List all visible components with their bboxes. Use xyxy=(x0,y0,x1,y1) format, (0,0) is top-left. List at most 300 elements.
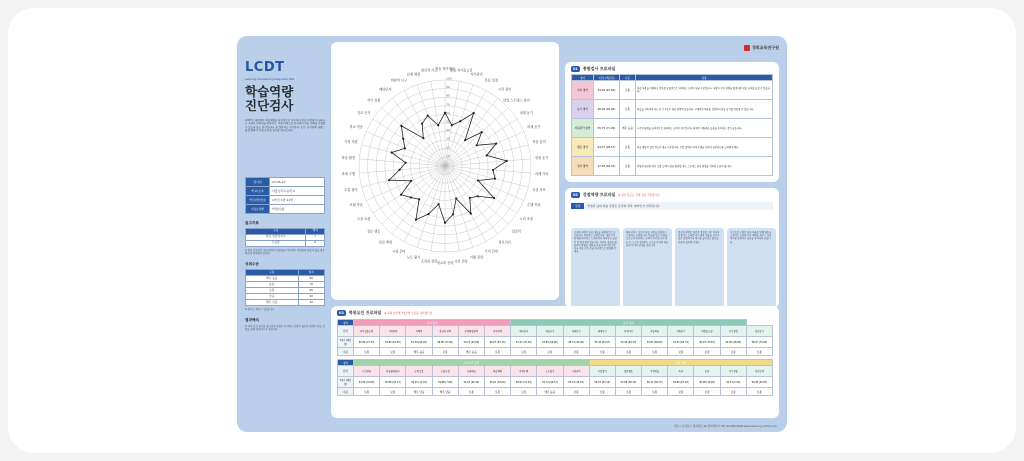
summary-level: 보통 xyxy=(620,81,636,100)
strength-box: 조직화 전략은 학습 내용을 체계적으로 구조화하고 정리하는 능력입니다. 개념 간의 관계를 파악하고 도식화하여 정리하는 습관이 잘 형성되어 있습니다. 이러한 강점을 활용하여 복잡한 내용을 학습할 때 마인드맵이나 개요 작성 등을 적극적으로 활용해 보세요. xyxy=(571,228,620,314)
radar-tick-label: 40 xyxy=(446,128,450,133)
radar-axis-label: 진로 인식 xyxy=(357,110,371,115)
radar-point xyxy=(404,162,406,164)
summary-desc: 학습 행동의 실천 정도가 평균 수준입니다. 수업 참여와 과제 수행을 꾸준히 실천하도록 노력해 보세요. xyxy=(636,138,773,157)
radar-point xyxy=(494,178,496,180)
summary-desc: 시간과 환경을 효과적으로 관리하는 능력이 우수합니다. 현재의 자원관리 습관을 유지하는 것이 좋습니다. xyxy=(636,119,773,138)
section-02-title: 강점역량 프로파일 xyxy=(582,192,616,197)
radar-axis-label: 이해 전략 xyxy=(469,255,484,260)
table-cell: 30 xyxy=(298,299,324,305)
table-cell: 80 xyxy=(298,275,324,281)
factor-level: 보통 xyxy=(458,388,484,396)
summary-area: 정서 영역 xyxy=(572,157,594,176)
reference-table xyxy=(245,228,325,247)
factor-score: 54.03 (66.00) xyxy=(642,337,668,348)
factor-level: 보통 xyxy=(720,348,746,356)
radar-point xyxy=(473,112,475,114)
factor-name: 노트필기 xyxy=(537,366,563,377)
factor-score: 51.39 (64.00) xyxy=(406,337,432,348)
factor-score-row xyxy=(338,337,773,348)
radar-axis xyxy=(417,85,445,166)
summary-area: 동기 영역 xyxy=(572,100,594,119)
radar-axis-label: 정보처리 xyxy=(498,240,511,245)
radar-axis xyxy=(445,108,508,166)
table-cell: 40 xyxy=(298,293,324,299)
factor-level: 보통 xyxy=(380,388,406,396)
radar-point xyxy=(486,154,488,156)
factor-score: 39.25 (11.33) xyxy=(406,377,432,388)
factor-name: 시험준비 xyxy=(563,366,589,377)
table-cell: 보통 xyxy=(246,287,299,293)
intro-text: LCDT는 대학생의 학습역량을 다각적으로 진단하여 학습 과정에서 나타나는 강점과 보완점을 파악하고, 이를 바탕으로 효과적인 학습 전략을 수립할 수 있도록 돕는 검사입니다. 본 결과지는 자기관리, 동기, 인지전략, 행동, 환경 영역의 하위 요인별 점수를 제시합니다. xyxy=(245,118,326,132)
factor-name: 인지전략 xyxy=(484,326,510,337)
radar-axis-label: 시간 관리 xyxy=(497,87,512,92)
radar-axis-label: 기억 전략 xyxy=(484,249,498,254)
radar-point xyxy=(422,137,424,139)
summary-score: 54.44 (67.00) xyxy=(594,81,620,100)
summary-header: T점수(백분위) xyxy=(594,75,620,81)
factor-level: 매우 높음 xyxy=(406,348,432,356)
factor-score: 57.47 (70.40) xyxy=(511,337,537,348)
radar-axis-label: 시험 준비 xyxy=(392,249,406,254)
info-key: 이름/성별 xyxy=(246,204,270,213)
summary-level: 보통 xyxy=(620,138,636,157)
radar-axis xyxy=(362,166,445,187)
radar-point xyxy=(438,203,440,205)
radar-axis-label: 조직화 전략 xyxy=(420,259,438,264)
radar-axis-label: 학업 스트레스 관리 xyxy=(503,98,530,103)
radar-point xyxy=(469,197,471,199)
factor-score-row xyxy=(338,377,773,388)
radar-axis xyxy=(382,166,445,224)
row-label: 영역 xyxy=(338,360,354,366)
section-03-number: 03 xyxy=(339,311,344,315)
radar-axis xyxy=(366,166,445,201)
radar-tick-label: 30 xyxy=(446,136,450,141)
factor-level: 보통 xyxy=(694,388,720,396)
radar-point xyxy=(459,120,461,122)
factor-score: 59.86 (67.18) xyxy=(668,377,694,388)
factor-name: 자기결정 xyxy=(720,326,746,337)
radar-point xyxy=(421,123,423,125)
logo-text: 경희교육연구원 xyxy=(751,45,779,50)
factor-score: 42.09 (18.00) xyxy=(720,337,746,348)
summary-row xyxy=(572,81,773,100)
table-cell: 60 xyxy=(298,287,324,293)
factor-score: 50.46 (49.33) xyxy=(615,337,641,348)
radar-axis xyxy=(445,166,473,247)
factor-table-top xyxy=(337,319,773,356)
summary-score: 48.29 (44.00) xyxy=(594,100,620,119)
factor-level: 보통 xyxy=(484,388,510,396)
reference-heading: 참고자료 xyxy=(245,220,259,225)
radar-axis-label: 또래 학습 xyxy=(349,202,363,207)
radar-point xyxy=(493,197,495,199)
radar-axis-label: 비판적 사고 xyxy=(390,78,408,83)
factor-name: 학습환경관리 xyxy=(380,366,406,377)
summary-header: 영역 xyxy=(572,75,594,81)
strength-summary-bar xyxy=(571,202,773,210)
factor-level: 보통 xyxy=(380,348,406,356)
factor-name: 기억전략 xyxy=(380,326,406,337)
footer-address: 서울시 동대문구 경희대로 26 경희대학교 TEL 02-000-0000 www.learning-center.com xyxy=(673,425,777,428)
factor-name: 독서 xyxy=(668,366,694,377)
radar-axis-label: 학업 자기효능감 xyxy=(449,68,473,73)
guide-heading: 결과해석 xyxy=(245,318,259,323)
radar-axis-label: 정교화 전략 xyxy=(436,261,454,265)
radar-point xyxy=(437,124,439,126)
radar-axis-label: 메타인지 xyxy=(379,87,392,92)
factor-name: 성취동기 xyxy=(668,326,694,337)
summary-row xyxy=(572,119,773,138)
factor-name: 정교화 전략 xyxy=(432,326,458,337)
factor-score: 48.71 (44.00) xyxy=(563,337,589,348)
strength-box: 자기조절 능력은 학습 목표를 향해 행동을 조절하는 능력입니다. 계획을 세우고 실천 여부를 점검하는 습관을 유지하면 좋습니다. xyxy=(727,228,776,314)
info-key: 학교/소속 xyxy=(246,186,270,195)
factor-name: 진로탐색 xyxy=(746,366,772,377)
radar-axis xyxy=(445,131,524,166)
table-cell: 매우 낮음 xyxy=(246,299,299,305)
level-note: ※ 점수는 T점수 기준입니다. xyxy=(245,307,275,311)
table-cell: 반응 일관성지수 xyxy=(246,234,306,240)
factor-score: 42.73 (2.54) xyxy=(720,377,746,388)
info-row xyxy=(246,186,325,195)
radar-point xyxy=(400,194,402,196)
factor-level-row xyxy=(338,388,773,396)
factor-score: 39.68 (7.00) xyxy=(432,377,458,388)
radar-point xyxy=(398,169,400,171)
radar-axis-label: 외재 동기 xyxy=(527,125,541,130)
factor-name: 토론 xyxy=(694,366,720,377)
factor-level: 보통 xyxy=(537,348,563,356)
guide-note: ※ 하위 요인 점수를 참고하여 강점은 유지하고 보완이 필요한 영역은 학습 전략을 통해 개선하시기 바랍니다. xyxy=(245,325,325,332)
factor-score: 54.33 (66.79) xyxy=(668,337,694,348)
radar-tick-label: 60 xyxy=(446,110,450,115)
summary-level: 매우 높음 xyxy=(620,119,636,138)
radar-point xyxy=(444,112,446,114)
info-key: 검사일 xyxy=(246,177,270,186)
factor-name: 질문행동 xyxy=(615,366,641,377)
radar-point xyxy=(492,169,494,171)
radar-axis-label: 학습 환경 xyxy=(341,155,356,160)
page-title xyxy=(245,85,326,114)
info-value: 서울성덕고등학교 xyxy=(270,186,325,195)
factor-level: 보통 xyxy=(432,348,458,356)
radar-point xyxy=(477,195,479,197)
radar-axis-label: 과제 수행 xyxy=(341,172,356,177)
factor-score: 62.07 (87.33) xyxy=(484,337,510,348)
summary-area: 인지 영역 xyxy=(572,81,594,100)
factor-level: 보통 xyxy=(354,388,380,396)
radar-axis-label: 학교 적응 xyxy=(349,125,363,130)
factor-level: 보통 xyxy=(615,388,641,396)
factor-score: 53.43 (63.67) xyxy=(589,337,615,348)
table-cell: 70 xyxy=(298,281,324,287)
info-row xyxy=(246,204,325,213)
radar-point xyxy=(495,142,497,144)
row-label: T점수 (백분위) xyxy=(338,377,354,388)
row-label: 요인 xyxy=(338,326,354,337)
radar-point xyxy=(400,125,402,127)
factor-score: 52.67 (54.00) xyxy=(484,377,510,388)
radar-axis-label: 도움 요청 xyxy=(357,217,371,222)
factor-level: 매우 높음 xyxy=(537,388,563,396)
radar-axis-label: 수업 참여 xyxy=(344,187,358,192)
table-header: 해석 xyxy=(306,228,325,234)
table-cell: 높음 xyxy=(246,281,299,287)
radar-axis-label: 시연 전략 xyxy=(454,259,468,264)
info-value: 학생이/남 xyxy=(270,204,325,213)
factor-name: 학습계획 xyxy=(484,366,510,377)
left-column xyxy=(245,42,326,426)
section-02-number: 02 xyxy=(573,193,578,197)
factor-score: 56.11 (56.73) xyxy=(642,377,668,388)
factor-score: 58.07 (75.00) xyxy=(746,337,772,348)
factor-name: 이해력 xyxy=(406,326,432,337)
radar-chart-panel xyxy=(331,42,559,300)
radar-point xyxy=(506,160,508,162)
section-01-title: 종합검사 프로파일 xyxy=(582,66,616,71)
institute-logo xyxy=(744,45,779,51)
row-label: 요인 xyxy=(338,366,354,377)
summary-row xyxy=(572,157,773,176)
radar-axis-label: 수행 목표 xyxy=(527,202,541,207)
factor-level: 보통 xyxy=(511,388,537,396)
summary-score: 44.47 (28.57) xyxy=(594,138,620,157)
info-key: 학년/반/번호 xyxy=(246,195,270,204)
factor-group-label: 자원관리 영역 xyxy=(354,360,590,366)
summary-row xyxy=(572,138,773,157)
summary-level: 보통 xyxy=(620,100,636,119)
radar-tick-label: 90 xyxy=(446,85,450,90)
factor-level: 매우 낮음 xyxy=(406,388,432,396)
factor-level: 매우 낮음 xyxy=(432,388,458,396)
factor-level: 보통 xyxy=(563,348,589,356)
factor-score: 45.08 (32.00) xyxy=(694,377,720,388)
factor-name: 외재동기 xyxy=(589,326,615,337)
radar-point xyxy=(415,219,417,221)
factor-score: 47.88 (38.72) xyxy=(615,377,641,388)
radar-axis xyxy=(417,166,445,247)
radar-point xyxy=(410,196,412,198)
factor-level: 보통 xyxy=(563,388,589,396)
row-label: 영역 xyxy=(338,320,354,326)
factor-score: 46.03 (33.67) xyxy=(694,337,720,348)
summary-desc: 학습 내용을 이해하고 정보를 효율적으로 처리하는 능력이 평균 수준입니다. 다양한 인지 전략을 활용하면 학습 효과를 높일 수 있습니다. xyxy=(636,81,773,100)
table-cell: 0 xyxy=(306,240,325,246)
factor-level: 보통 xyxy=(746,388,772,396)
info-value: 1학년 1반 11번 xyxy=(270,195,325,204)
factor-score: 54.53 (67.14) xyxy=(589,377,615,388)
radar-point xyxy=(391,151,393,153)
brand-subtitle: Learning Competency Diagnostic Test xyxy=(245,77,294,81)
logo-mark-icon xyxy=(744,45,750,51)
radar-point xyxy=(402,138,404,140)
factor-level: 보통 xyxy=(720,388,746,396)
summary-profile-table xyxy=(571,74,773,176)
radar-axis-label: 성취 동기 xyxy=(534,155,549,160)
radar-axis xyxy=(445,166,528,187)
radar-axis-label: 가정 지원 xyxy=(344,140,358,145)
radar-tick-label: 70 xyxy=(446,102,450,107)
factor-group-label: 인지 영역 xyxy=(354,320,511,326)
brand-logo: LCDT xyxy=(245,60,285,75)
factor-name: 가정학습 xyxy=(642,366,668,377)
radar-axis xyxy=(445,166,498,234)
factor-level: 보통 xyxy=(746,348,772,356)
radar-axis-label: 자기 성찰 xyxy=(366,98,381,103)
summary-area: 행동 영역 xyxy=(572,138,594,157)
summary-score: 47.93 (42.47) xyxy=(594,157,620,176)
factor-name-row xyxy=(338,326,773,337)
radar-axis-label: 문제 해결 xyxy=(406,72,421,77)
factor-table-bottom xyxy=(337,359,773,396)
radar-tick-label: 50 xyxy=(446,119,450,124)
section-01-number: 01 xyxy=(573,67,578,71)
factor-name: 자기성찰 xyxy=(720,366,746,377)
section-02-panel xyxy=(565,188,779,308)
level-table xyxy=(245,269,325,306)
radar-tick-label: 10 xyxy=(446,153,450,158)
radar-axis xyxy=(382,108,445,166)
factor-name: 메타인지 xyxy=(511,326,537,337)
factor-name: 학습동기 xyxy=(537,326,563,337)
factor-name: 또래학습 xyxy=(458,366,484,377)
factor-level: 보통 xyxy=(668,388,694,396)
radar-axis xyxy=(362,145,445,166)
factor-name: 내재동기 xyxy=(563,326,589,337)
table-cell: 무응답 xyxy=(246,240,306,246)
summary-area: 자원관리 영역 xyxy=(572,119,594,138)
factor-score: 55.70 (46.67) xyxy=(563,377,589,388)
radar-point xyxy=(427,213,429,215)
row-label: T점수 (백분위) xyxy=(338,337,354,348)
student-info-table xyxy=(245,177,325,214)
info-value: 23-05-27 xyxy=(270,177,325,186)
radar-axis-label: 목표 설정 xyxy=(484,78,498,83)
radar-axis-label: 과제 가치 xyxy=(534,172,549,177)
factor-level: 보통 xyxy=(511,348,537,356)
radar-tick-label: 80 xyxy=(446,93,450,98)
radar-point xyxy=(455,197,457,199)
table-header: 구분 xyxy=(246,228,306,234)
radar-point xyxy=(464,139,466,141)
radar-point xyxy=(427,114,429,116)
radar-point xyxy=(477,179,479,181)
radar-point xyxy=(388,179,390,181)
section-02-note: ※ 점수 분포는 전체 집단 기준입니다. xyxy=(618,194,661,197)
table-cell: 낮음 xyxy=(246,293,299,299)
factor-score: 48.93 (71.54) xyxy=(511,377,537,388)
title-line-1: 학습역량 xyxy=(245,84,294,100)
radar-axis xyxy=(445,166,508,224)
radar-point xyxy=(452,213,454,215)
section-03-panel xyxy=(331,306,779,418)
factor-score: 40.73 (23.00) xyxy=(458,337,484,348)
factor-name: 도움요청 xyxy=(432,366,458,377)
radar-axis-label: 노트 필기 xyxy=(406,255,421,260)
factor-level: 보통 xyxy=(589,348,615,356)
strength-box: 메타인지는 자신의 학습 과정을 점검하고 조절하는 능력입니다. 무엇을 알고 무엇을 모르는지 파악하는 능력이 우수합니다. 학습 후 스스로 점검하는 시간을 가지면 학습 효과가 더욱 향상될 것입니다. xyxy=(623,228,672,314)
row-label: 수준 xyxy=(338,348,354,356)
radar-point xyxy=(418,198,420,200)
table-row xyxy=(246,299,325,305)
factor-score: 50.88 (45.13) xyxy=(380,377,406,388)
factor-level: 보통 xyxy=(354,348,380,356)
factor-name: 수업참여 xyxy=(589,366,615,377)
radar-point xyxy=(476,144,478,146)
factor-level: 보통 xyxy=(668,348,694,356)
factor-score: 44.03 (20.40) xyxy=(458,377,484,388)
factor-name: 숙달목표 xyxy=(642,326,668,337)
table-cell: Y xyxy=(306,234,325,240)
factor-score: 46.89 (37.00) xyxy=(432,337,458,348)
radar-point xyxy=(410,180,412,182)
factor-name: 시간관리 xyxy=(354,366,380,377)
radar-axis-label: 학습 계획 xyxy=(378,240,393,245)
summary-header: 수준 xyxy=(620,75,636,81)
table-row xyxy=(246,240,325,246)
summary-row xyxy=(572,100,773,119)
summary-header: 설명 xyxy=(636,75,773,81)
strength-box: 정교화 전략은 새로운 정보를 기존 지식과 연결하는 능력입니다. 배운 내용을 자신의 말로 설명하거나 예시를 들어보는 활동을 꾸준히 실천해 보세요. xyxy=(675,228,724,314)
factor-group-label: 동기 영역 xyxy=(511,320,747,326)
strength-label: 강점 xyxy=(571,203,584,209)
radar-axis-label: 학습 자아개념 xyxy=(435,67,455,71)
strength-text: 학생이 님의 학습 강점은 조직화 전략, 메타인지 전략입니다. xyxy=(587,204,661,208)
result-sheet xyxy=(237,36,787,432)
factor-score: 53.83 (56.00) xyxy=(537,337,563,348)
factor-name-row xyxy=(338,366,773,377)
radar-axis-label: 숙달 목표 xyxy=(532,187,546,192)
radar-axis xyxy=(392,98,445,166)
section-01-panel xyxy=(565,62,779,182)
radar-axis-label: 내재 동기 xyxy=(519,110,533,115)
radar-tick-label: 20 xyxy=(446,145,450,150)
summary-desc: 학업과 관련된 정서 조절 능력이 평균 범위입니다. 스트레스 관리 방법을 익히면 도움이 됩니다. xyxy=(636,157,773,176)
radar-point xyxy=(404,147,406,149)
radar-point xyxy=(470,213,472,215)
summary-level: 보통 xyxy=(620,157,636,176)
factor-name: 과제수행 xyxy=(511,366,537,377)
table-header: 점수 xyxy=(298,269,324,275)
factor-level: 보통 xyxy=(615,348,641,356)
radar-point xyxy=(444,222,446,224)
factor-level: 보통 xyxy=(694,348,720,356)
table-cell: 매우 높음 xyxy=(246,275,299,281)
summary-desc: 학습을 지속하게 하는 동기 수준이 평균 범위에 있습니다. 구체적인 목표를 설정하여 학습 동기를 강화할 수 있습니다. xyxy=(636,100,773,119)
radar-axis-label: 질문 행동 xyxy=(366,229,381,234)
table-header: 구분 xyxy=(246,269,299,275)
radar-chart xyxy=(331,42,559,300)
factor-level: 보통 xyxy=(642,348,668,356)
factor-name: 학업효능감 xyxy=(694,326,720,337)
factor-level: 보통 xyxy=(642,388,668,396)
factor-level: 매우 높음 xyxy=(458,348,484,356)
info-row xyxy=(246,195,325,204)
factor-score: 50.86 (47.33) xyxy=(354,337,380,348)
factor-name: 노력조절 xyxy=(406,366,432,377)
factor-level: 보통 xyxy=(484,348,510,356)
radar-point xyxy=(481,131,483,133)
factor-score: 44.06 (31.00) xyxy=(354,377,380,388)
radar-axis-label: 학습 흥미 xyxy=(532,140,546,145)
factor-score: 54.74 (64.71) xyxy=(537,377,563,388)
row-label: 수준 xyxy=(338,388,354,396)
factor-score: 53.82 (61.00) xyxy=(380,337,406,348)
section-03-title: 학위요인 프로파일 xyxy=(348,310,382,315)
reference-note: ※ 반응 일관성은 응답 방식의 일관성을 의미하며, 비일관적 응답이 많을 경우 해석에 유의해야 합니다. xyxy=(245,248,325,255)
